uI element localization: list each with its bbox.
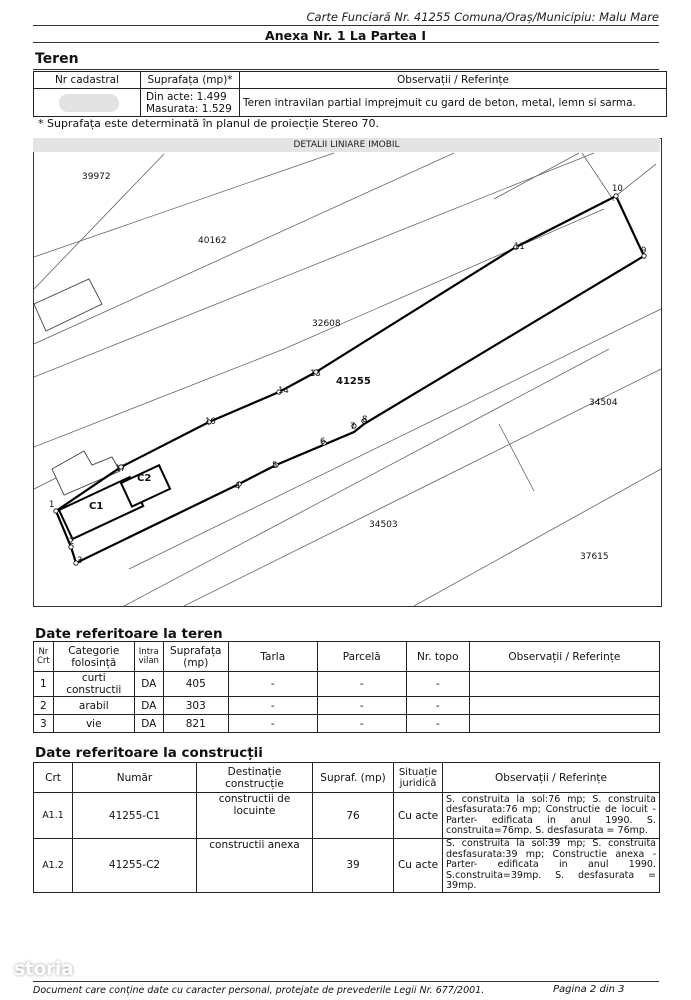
pt-label-14: 14 (278, 386, 289, 396)
construction-header-row (34, 763, 660, 793)
th-nr-crt: Nr Crt (34, 642, 54, 672)
pt-label-10: 10 (612, 184, 623, 194)
cell-intravilan: DA (134, 697, 163, 715)
stereo-note: * Suprafața este determinată în planul de proiecție Stereo 70. (38, 117, 380, 130)
cell-intravilan: DA (134, 672, 163, 697)
cell-numar: 41255-C1 (73, 793, 197, 839)
th-nr-cadastral: Nr cadastral (34, 72, 141, 89)
pt-label-7: 7 (350, 422, 356, 432)
footer-divider (33, 981, 659, 982)
cell-crt: 3 (34, 715, 54, 733)
cell-categorie: vie (53, 715, 134, 733)
parcel-37615: 37615 (580, 552, 609, 562)
annex-title: Anexa Nr. 1 La Partea I (265, 28, 426, 43)
annex-divider (33, 42, 659, 43)
th-intravilan: Intra vilan (134, 642, 163, 672)
pt-label-2: 2 (69, 537, 75, 547)
th-categorie: Categorie folosință (53, 642, 134, 672)
th-observatii-land: Observații / Referințe (469, 642, 659, 672)
nr-cadastral-cell (34, 89, 141, 117)
cell-situatie: Cu acte (394, 839, 443, 893)
table-row (34, 793, 660, 839)
th-numar: Număr (73, 763, 197, 793)
construction-table (33, 762, 660, 893)
cell-tarla: - (228, 697, 317, 715)
label-c2: C2 (137, 473, 152, 484)
th-tarla: Tarla (228, 642, 317, 672)
table-row (34, 715, 660, 733)
cell-observatii (469, 672, 659, 697)
pt-label-1: 1 (49, 500, 55, 510)
th-situatie: Situație juridică (394, 763, 443, 793)
th-supraf: Supraf. (mp) (313, 763, 394, 793)
registry-header: Carte Funciară Nr. 41255 Comuna/Oraș/Municipiu: Malu Mare (306, 10, 659, 24)
cell-crt: A1.1 (34, 793, 73, 839)
label-c1: C1 (89, 501, 104, 512)
pt-label-11: 11 (514, 242, 525, 252)
cell-numar: 41255-C2 (73, 839, 197, 893)
construction-data-title: Date referitoare la construcții (35, 745, 263, 761)
building-c2 (121, 465, 170, 506)
cell-parcela: - (317, 672, 406, 697)
th-crt: Crt (34, 763, 73, 793)
table-row (34, 839, 660, 893)
parcel-34503: 34503 (369, 520, 398, 530)
area-masurata: Masurata: 1.529 (146, 102, 232, 115)
cell-observatii: S. construita la sol:39 mp; S. construita desfasurata:39 mp; Constructie anexa -Parter- edificata in anul 1990. S.construita=39mp. S. desfasurata = 39mp. (443, 839, 660, 893)
cell-observatii: S. construita la sol:76 mp; S. construita desfasurata:76 mp; Constructie de locuit - Parter- edificata in anul 1990. S. construita=76mp. S. desfasurata = 76mp. (443, 793, 660, 839)
table-row (34, 697, 660, 715)
cell-categorie: arabil (53, 697, 134, 715)
cell-parcela: - (317, 715, 406, 733)
cell-nr-topo: - (406, 672, 469, 697)
table-row (34, 672, 660, 697)
pt-label-4: 4 (235, 482, 241, 492)
cell-tarla: - (228, 672, 317, 697)
neighbor-buildings (34, 279, 120, 495)
teren-divider (33, 69, 659, 70)
th-observatii: Observații / Referințe (240, 72, 667, 89)
parcel-labels (82, 172, 618, 562)
pt-label-13: 13 (310, 369, 321, 379)
legal-notice: Document care conține date cu caracter personal, protejate de prevederile Legii Nr. 677/2001. (33, 985, 485, 996)
parcel-34504: 34504 (589, 398, 618, 408)
th-nr-topo: Nr. topo (406, 642, 469, 672)
header-divider (33, 25, 659, 26)
teren-title: Teren (35, 51, 79, 67)
cell-suprafata: 303 (163, 697, 228, 715)
cell-observatii (469, 715, 659, 733)
cell-suprafata: 821 (163, 715, 228, 733)
parcel-40162: 40162 (198, 236, 227, 246)
teren-table (33, 71, 667, 117)
pt-label-3: 3 (77, 556, 83, 566)
pt-label-5: 5 (272, 461, 278, 471)
suprafata-cell (141, 89, 240, 117)
th-destinatie: Destinație construcție (197, 763, 313, 793)
cell-crt: 1 (34, 672, 54, 697)
cell-suprafata: 405 (163, 672, 228, 697)
cell-observatii (469, 697, 659, 715)
th-parcela: Parcelă (317, 642, 406, 672)
pt-label-8: 8 (362, 415, 368, 425)
pt-label-17: 17 (115, 464, 126, 474)
storia-watermark: storia (14, 958, 74, 980)
cell-parcela: - (317, 697, 406, 715)
cell-nr-topo: - (406, 697, 469, 715)
pt-label-9: 9 (641, 246, 647, 256)
map-svg (34, 139, 661, 606)
cell-supraf: 76 (313, 793, 394, 839)
cell-situatie: Cu acte (394, 793, 443, 839)
cadastral-map (33, 138, 662, 607)
cell-categorie: curti constructii (53, 672, 134, 697)
area-acte: Din acte: 1.499 (146, 90, 227, 103)
parcel-39972: 39972 (82, 172, 111, 182)
land-data-title: Date referitoare la teren (35, 626, 223, 642)
cell-tarla: - (228, 715, 317, 733)
land-header-row (34, 642, 660, 672)
parcel-41255: 41255 (336, 376, 371, 387)
cell-supraf: 39 (313, 839, 394, 893)
cell-destinatie: constructii anexa (197, 839, 313, 893)
cell-intravilan: DA (134, 715, 163, 733)
parcel-32608: 32608 (312, 319, 341, 329)
th-suprafata-land: Suprafața (mp) (163, 642, 228, 672)
pt-label-16: 16 (205, 417, 216, 427)
cell-crt: 2 (34, 697, 54, 715)
observatii-cell: Teren intravilan partial imprejmuit cu gard de beton, metal, lemn si sarma. (240, 89, 667, 117)
cell-destinatie: constructii de locuinte (197, 793, 313, 839)
cell-nr-topo: - (406, 715, 469, 733)
redacted-mark (59, 94, 119, 112)
cell-crt: A1.2 (34, 839, 73, 893)
pt-label-6: 6 (320, 437, 326, 447)
land-data-table (33, 641, 660, 733)
th-observatii-constr: Observații / Referințe (443, 763, 660, 793)
map-header: DETALII LINIARE IMOBIL (33, 138, 660, 152)
th-suprafata: Suprafața (mp)* (141, 72, 240, 89)
page-number: Pagina 2 din 3 (553, 984, 625, 995)
